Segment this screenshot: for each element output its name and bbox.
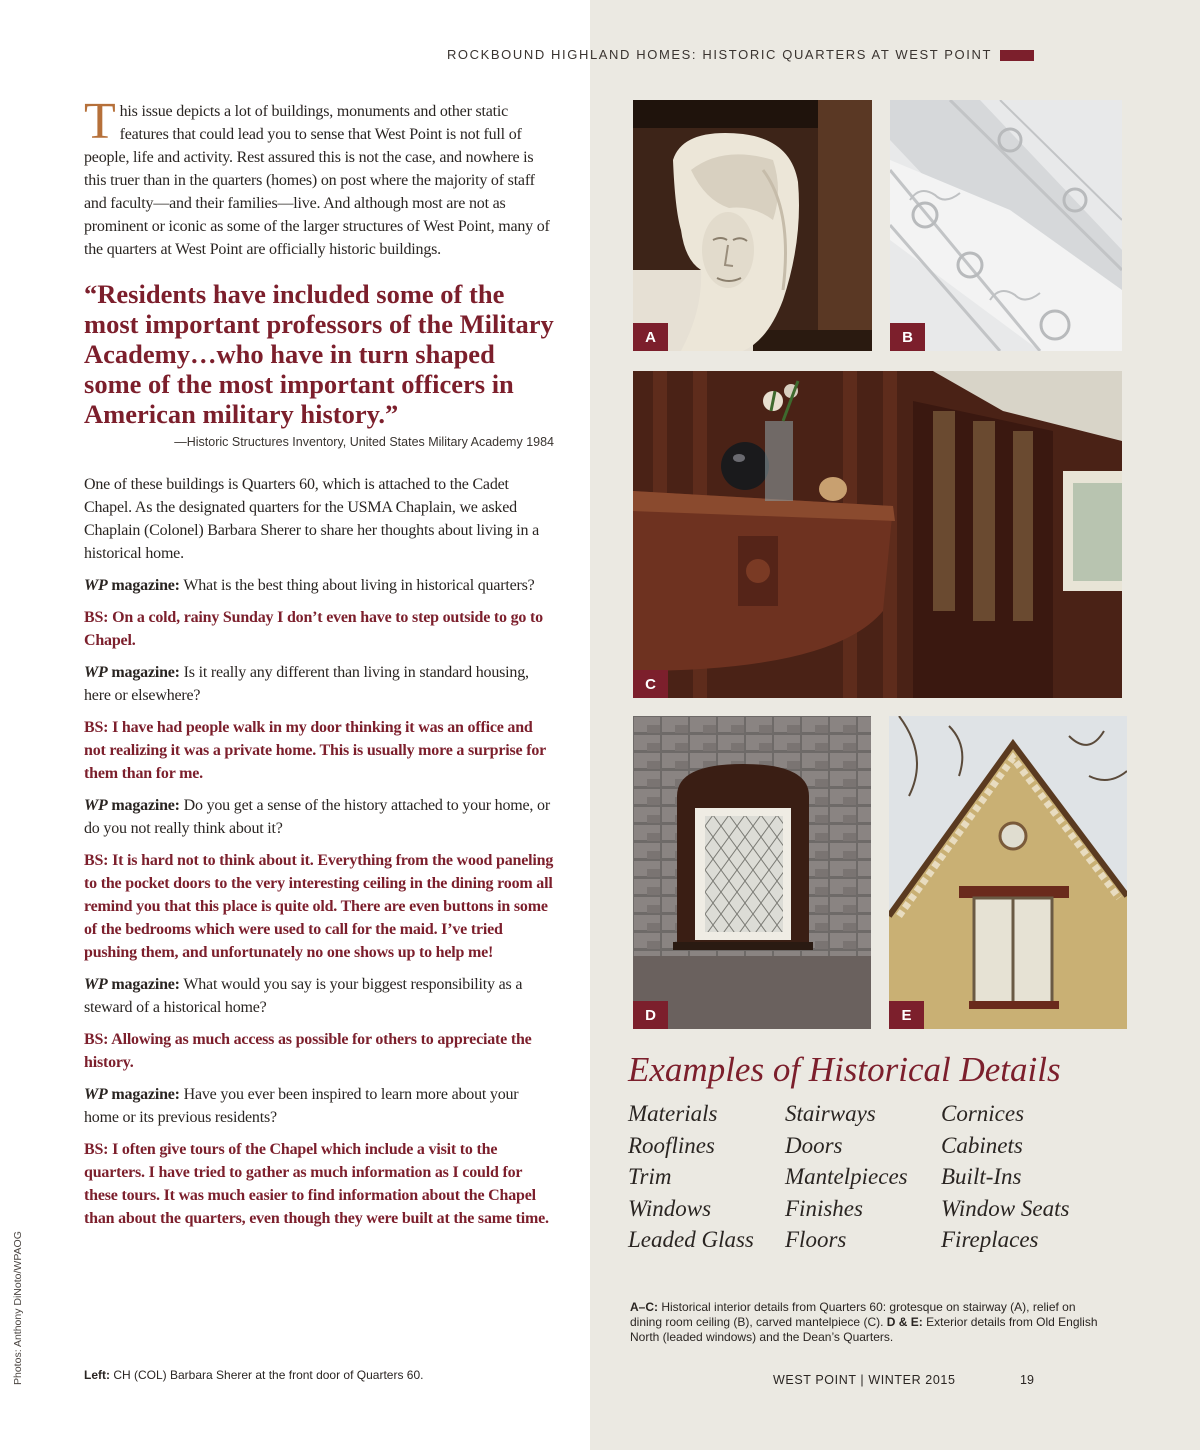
caption-label-de: D & E: bbox=[886, 1315, 923, 1329]
question-label: magazine: bbox=[107, 976, 180, 993]
grotesque-illustration bbox=[633, 100, 872, 351]
photo-label-d: D bbox=[633, 1001, 668, 1029]
mantelpiece-illustration bbox=[633, 371, 1122, 698]
detail-item: Built-Ins bbox=[941, 1164, 1022, 1189]
question-text: What would you say is your biggest responsibility as a steward of a historical home? bbox=[84, 976, 523, 1016]
detail-item: Leaded Glass bbox=[628, 1227, 754, 1252]
details-column-1 bbox=[628, 1098, 754, 1256]
question-text: Do you get a sense of the history attached to your home, or do you not really think about it? bbox=[84, 797, 550, 837]
interview-answer: BS: Allowing as much access as possible for others to appreciate the history. bbox=[84, 1031, 532, 1071]
header-accent-bar bbox=[1000, 50, 1034, 61]
photo-label-e: E bbox=[889, 1001, 924, 1029]
interview-question bbox=[84, 1083, 554, 1129]
detail-item: Finishes bbox=[785, 1195, 863, 1221]
detail-item: Cabinets bbox=[941, 1132, 1023, 1158]
interview-question bbox=[84, 973, 554, 1019]
leaded-window-illustration bbox=[633, 716, 871, 1029]
interview-answer: BS: I have had people walk in my door thinking it was an office and not realizing it was a private home. This is usually more a surprise for them than for me. bbox=[84, 719, 546, 782]
question-label: magazine: bbox=[107, 664, 180, 681]
caption-text-de: Exterior details from Old English North (leaded windows) and the Dean’s Quarters. bbox=[630, 1315, 1098, 1344]
interview-answer: BS: On a cold, rainy Sunday I don’t even have to step outside to go to Chapel. bbox=[84, 609, 543, 649]
question-text: What is the best thing about living in historical quarters? bbox=[179, 577, 535, 594]
caption-right bbox=[630, 1300, 1100, 1345]
examples-title: Examples of Historical Details bbox=[628, 1050, 1061, 1089]
interview-answer: BS: I often give tours of the Chapel which include a visit to the quarters. I have tried to gather as much information as I could for these tours. It was much easier to find information about the Chapel than about the quarters, even though they were built at the same time. bbox=[84, 1141, 549, 1227]
question-text: Is it really any different than living in standard housing, here or elsewhere? bbox=[84, 664, 529, 704]
question-prefix: WP bbox=[84, 577, 108, 594]
page-number: 19 bbox=[1020, 1373, 1034, 1387]
running-header: ROCKBOUND HIGHLAND HOMES: HISTORIC QUARTERS AT WEST POINT bbox=[446, 47, 992, 62]
article-column bbox=[84, 93, 554, 1230]
interview bbox=[84, 574, 554, 1230]
caption-left bbox=[84, 1368, 423, 1382]
photo-a-grotesque bbox=[633, 100, 872, 351]
question-text: Have you ever been inspired to learn more about your home or its previous residents? bbox=[84, 1086, 519, 1126]
photo-b-ceiling-relief bbox=[890, 100, 1122, 351]
detail-item: Fireplaces bbox=[941, 1227, 1039, 1252]
interview-question bbox=[84, 574, 554, 597]
question-prefix: WP bbox=[84, 976, 108, 993]
question-prefix: WP bbox=[84, 797, 108, 814]
footer-publication: WEST POINT | WINTER 2015 bbox=[773, 1373, 956, 1387]
caption-left-label: Left: bbox=[84, 1368, 110, 1382]
caption-left-text: CH (COL) Barbara Sherer at the front door of Quarters 60. bbox=[110, 1368, 424, 1382]
interview-question bbox=[84, 794, 554, 840]
interview-question bbox=[84, 661, 554, 707]
detail-item: Windows bbox=[628, 1195, 712, 1221]
detail-item: Stairways bbox=[785, 1101, 876, 1126]
photo-d-leaded-window bbox=[633, 716, 871, 1029]
question-prefix: WP bbox=[84, 1086, 108, 1103]
detail-item: Floors bbox=[785, 1227, 847, 1252]
gable-illustration bbox=[889, 716, 1127, 1029]
details-column-3 bbox=[941, 1098, 1069, 1256]
question-prefix: WP bbox=[84, 664, 108, 681]
photo-label-c: C bbox=[633, 670, 668, 698]
caption-label-ac: A–C: bbox=[630, 1300, 659, 1314]
detail-item: Materials bbox=[628, 1101, 718, 1126]
question-label: magazine: bbox=[107, 1086, 180, 1103]
intro-text: his issue depicts a lot of buildings, monuments and other static features that could lead you to sense that West Point is not full of people, life and activity. Rest assured this is not the case, and nowhere is this truer than in the quarters (homes) on post where the majority of staff and faculty—and their families—live. And although most are not as prominent or iconic as some of the larger structures of West Point, many of the quarters at West Point are officially historic buildings. bbox=[84, 103, 550, 258]
ceiling-relief-illustration bbox=[890, 100, 1122, 351]
detail-item: Mantelpieces bbox=[785, 1164, 908, 1189]
drop-cap: T bbox=[84, 93, 116, 150]
caption-text-ac: Historical interior details from Quarters 60: grotesque on stairway (A), relief on dining room ceiling (B), carved mantelpiece (C). bbox=[630, 1300, 1076, 1329]
intro-paragraph bbox=[84, 93, 554, 261]
photo-label-b: B bbox=[890, 323, 925, 351]
detail-item: Doors bbox=[785, 1132, 843, 1158]
detail-item: Rooflines bbox=[628, 1132, 715, 1158]
detail-item: Cornices bbox=[941, 1101, 1025, 1126]
pull-quote: “Residents have included some of the most important professors of the Military Academy…who have in turn shaped some of the most important officers in American military history.” bbox=[84, 279, 554, 429]
details-column-2 bbox=[785, 1098, 908, 1256]
photo-e-gable-trim bbox=[889, 716, 1127, 1029]
question-label: magazine: bbox=[107, 577, 180, 594]
body-paragraph: One of these buildings is Quarters 60, which is attached to the Cadet Chapel. As the designated quarters for the USMA Chaplain, we asked Chaplain (Colonel) Barbara Sherer to share her thoughts about living in a historical home. bbox=[84, 476, 540, 562]
photo-label-a: A bbox=[633, 323, 668, 351]
photo-c-mantelpiece bbox=[633, 371, 1122, 698]
question-label: magazine: bbox=[107, 797, 180, 814]
pull-quote-source: —Historic Structures Inventory, United States Military Academy 1984 bbox=[174, 435, 554, 449]
photo-credit: Photos: Anthony DiNoto/WPAOG bbox=[12, 1231, 24, 1385]
detail-item: Trim bbox=[628, 1164, 672, 1189]
detail-item: Window Seats bbox=[941, 1195, 1070, 1221]
interview-answer: BS: It is hard not to think about it. Everything from the wood paneling to the pocket doors to the very interesting ceiling in the dining room all remind you that this place is quite old. There are even buttons in some of the bedrooms which were used to call for the maid. I’ve tried pushing them, and unfortunately no one shows up to help me! bbox=[84, 852, 554, 961]
